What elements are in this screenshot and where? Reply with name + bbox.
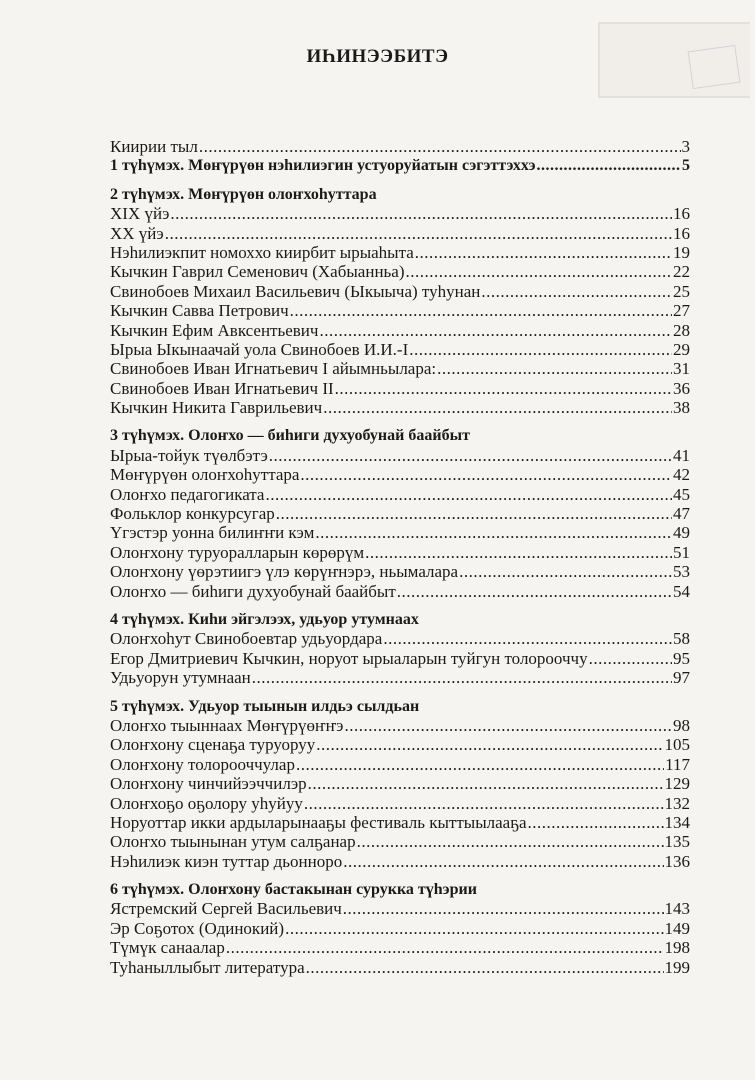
toc-entry[interactable] (110, 899, 690, 918)
toc-entry-label: Олоҥхо тыынынан утум салҕанар (110, 832, 356, 852)
toc-entry[interactable] (110, 735, 690, 754)
toc-entry[interactable] (110, 938, 690, 957)
toc-entry-label: Олоҥхону чинчийээччилэр (110, 774, 307, 794)
toc-entry-label: Олоҥхону туруоралларын көрөрүм (110, 542, 365, 562)
toc-entry[interactable] (110, 379, 690, 398)
toc-entry[interactable] (110, 262, 690, 281)
toc-entry-label: Олоҥхону үөрэтиигэ үлэ көрүҥнэрэ, ньымалара (110, 562, 459, 582)
toc-entry[interactable] (110, 543, 690, 562)
toc-entry-label: Свинобоев Михаил Васильевич (Ыкыыча) туһунан (110, 281, 481, 301)
toc-entry-page: 143 (664, 899, 690, 919)
toc-entry[interactable] (110, 716, 690, 735)
toc-entry-label: Олоҥхоҕо оҕолору уһуйуу (110, 793, 303, 813)
toc-entry-label: Фольклор конкурсугар (110, 504, 275, 524)
toc-entry[interactable] (110, 243, 690, 262)
toc-entry[interactable] (110, 301, 690, 320)
toc-entry[interactable] (110, 649, 690, 668)
toc-entry-label: Олоҥхоһут Свинобоевтар удьуордара (110, 629, 383, 649)
dot-leader (481, 282, 672, 301)
toc-entry[interactable] (110, 794, 690, 813)
toc-entry-page: 49 (673, 523, 690, 543)
toc-entry[interactable] (110, 523, 690, 542)
toc-entry-label: XIX үйэ (110, 204, 170, 224)
toc-entry-page: 132 (664, 793, 690, 813)
toc-entry-label: Свинобоев Иван Игнатьевич I айымньылара: (110, 359, 437, 379)
dot-leader (226, 938, 664, 957)
toc-entry[interactable] (110, 224, 690, 243)
dot-leader (315, 523, 672, 542)
toc-entry-label: Кычкин Савва Петрович (110, 301, 289, 321)
dot-leader (285, 919, 663, 938)
toc-entry[interactable] (110, 398, 690, 417)
toc-entry-label: Ястремский Сергей Васильевич (110, 899, 342, 919)
toc-entry-page: 53 (673, 562, 690, 582)
toc-entry-page: 25 (673, 281, 690, 301)
dot-leader (319, 321, 672, 340)
toc-entry-page: 41 (673, 445, 690, 465)
toc-entry-label: Олоҥхо педагогиката (110, 484, 265, 504)
toc-entry-label: Эр Соҕотох (Одинокий) (110, 918, 285, 938)
toc-entry[interactable] (110, 321, 690, 340)
chapter-heading: 2 түһүмэх. Мөҥүрүөн олоҥхоһуттара (110, 185, 377, 203)
dot-leader (300, 465, 672, 484)
toc-entry-label: Егор Дмитриевич Кычкин, норуот ырыаларын туйгун толорооччу (110, 648, 588, 668)
toc-entry-label: 1 түһүмэх. Мөҥүрүөн нэһилиэгин устуоруйатын сэгэттэххэ (110, 157, 536, 175)
toc-entry-label: Олоҥхо — биһиги духуобунай баайбыт (110, 581, 396, 601)
toc-entry-label: Түмүк санаалар (110, 938, 225, 958)
dot-leader (589, 649, 672, 668)
toc-entry-label: Ырыа-тойук түөлбэтэ (110, 445, 268, 465)
toc-entry-page: 149 (664, 918, 690, 938)
toc-entry-label: Киирии тыл (110, 137, 198, 156)
toc-entry-page: 54 (673, 581, 690, 601)
toc-entry-label: Олоҥхону толорооччулар (110, 754, 295, 774)
toc-entry-page: 22 (673, 262, 690, 282)
dot-leader (415, 243, 672, 262)
toc-entry-page: 28 (673, 320, 690, 340)
chapter-heading: 5 түһүмэх. Удьуор тыынын илдьэ сылдьан (110, 697, 420, 715)
page-title: ИҺИНЭЭБИТЭ (306, 46, 449, 67)
toc-entry-page: 97 (673, 668, 690, 688)
toc-entry-page: 29 (673, 339, 690, 359)
dot-leader (306, 958, 664, 977)
toc-entry-page: 36 (673, 378, 690, 398)
dot-leader (357, 832, 664, 851)
toc-entry[interactable] (110, 958, 690, 977)
dot-leader (365, 543, 672, 562)
toc-entry-page: 16 (673, 223, 690, 243)
dot-leader (252, 668, 672, 687)
dot-leader (409, 340, 672, 359)
dot-leader (265, 485, 672, 504)
toc-entry[interactable] (110, 668, 690, 687)
toc-entry-page: 31 (673, 359, 690, 379)
chapter-heading: 4 түһүмэх. Киһи эйгэлээх, удьуор утумнаах (110, 610, 419, 628)
dot-leader (335, 379, 672, 398)
dot-leader (165, 224, 672, 243)
toc-entry-label: Норуоттар икки ардыларынааҕы фестиваль кыттыылааҕа (110, 812, 527, 832)
toc-entry-label: Ырыа Ыкынаачай уола Свинобоев И.И.-I (110, 339, 409, 359)
chapter-heading: 6 түһүмэх. Олоҥхону бастакынан сурукка түһэрии (110, 881, 477, 899)
toc-entry-page: 105 (664, 735, 690, 755)
toc-entry-label: Мөҥүрүөн олоҥхоһуттара (110, 465, 300, 485)
dot-leader (276, 504, 672, 523)
toc-entry-page: 5 (682, 157, 690, 175)
toc-entry-label: Олоҥхону сценаҕа туруоруу (110, 735, 316, 755)
toc-entry-label: Кычкин Никита Гаврильевич (110, 398, 323, 418)
dot-leader (528, 813, 664, 832)
toc-entry-page: 42 (673, 465, 690, 485)
toc-entry-page: 199 (664, 957, 690, 977)
dot-leader (308, 774, 664, 793)
toc-entry[interactable] (110, 137, 690, 156)
toc-entry[interactable] (110, 919, 690, 938)
dot-leader (537, 156, 681, 175)
toc-entry-page: 136 (664, 851, 690, 871)
toc-entry[interactable] (110, 504, 690, 523)
toc-entry-label: Удьуорун утумнаан (110, 668, 251, 688)
dot-leader (170, 204, 672, 223)
toc-entry[interactable] (110, 629, 690, 648)
toc-entry-label: Олоҥхо тыыннаах Мөҥүрүөҥҥэ (110, 715, 344, 735)
toc-entry[interactable] (110, 340, 690, 359)
dot-leader (406, 262, 673, 281)
dot-leader (304, 794, 664, 813)
dot-leader (290, 301, 672, 320)
toc-entry-label: Нэһилиэк киэн туттар дьонноро (110, 851, 343, 871)
toc-entry-page: 198 (664, 938, 690, 958)
toc-entry-page: 134 (664, 812, 690, 832)
toc-entry-page: 45 (673, 484, 690, 504)
dot-leader (343, 899, 664, 918)
toc-entry-page: 16 (673, 204, 690, 224)
dot-leader (199, 137, 681, 156)
dot-leader (344, 716, 672, 735)
dot-leader (383, 629, 672, 648)
toc-entry-page: 47 (673, 504, 690, 524)
toc-entry-label: Нэһилиэкпит номоххо киирбит ырыаһыта (110, 242, 414, 262)
dot-leader (296, 755, 664, 774)
dot-leader (343, 852, 663, 871)
toc-entry[interactable] (110, 156, 690, 175)
toc-entry-page: 58 (673, 629, 690, 649)
toc-entry-page: 135 (664, 832, 690, 852)
toc-entry-page: 129 (664, 774, 690, 794)
dot-leader (269, 446, 672, 465)
table-of-contents (110, 137, 690, 977)
toc-entry-page: 19 (673, 242, 690, 262)
toc-entry[interactable] (110, 282, 690, 301)
toc-entry-page: 98 (673, 715, 690, 735)
toc-entry[interactable] (110, 562, 690, 581)
toc-entry-label: Үгэстэр уонна билиҥҥи кэм (110, 523, 315, 543)
dot-leader (437, 359, 672, 378)
toc-entry[interactable] (110, 446, 690, 465)
toc-entry[interactable] (110, 465, 690, 484)
toc-entry-label: Кычкин Гаврил Семенович (Хабыанньа) (110, 262, 405, 282)
toc-entry[interactable] (110, 852, 690, 871)
dot-leader (316, 735, 663, 754)
toc-entry-page: 27 (673, 301, 690, 321)
dot-leader (459, 562, 672, 581)
toc-entry[interactable] (110, 359, 690, 378)
toc-entry[interactable] (110, 485, 690, 504)
toc-entry-label: Кычкин Ефим Авксентьевич (110, 320, 319, 340)
toc-entry[interactable] (110, 755, 690, 774)
toc-entry-page: 38 (673, 398, 690, 418)
toc-entry-label: Туһаныллыбыт литература (110, 957, 305, 977)
toc-entry-label: Свинобоев Иван Игнатьевич II (110, 378, 334, 398)
toc-entry[interactable] (110, 774, 690, 793)
toc-entry[interactable] (110, 582, 690, 601)
dot-leader (323, 398, 672, 417)
toc-entry[interactable] (110, 832, 690, 851)
toc-entry-page: 3 (681, 137, 690, 156)
toc-entry[interactable] (110, 204, 690, 223)
toc-entry-page: 95 (673, 648, 690, 668)
toc-entry-label: XX үйэ (110, 223, 164, 243)
dot-leader (397, 582, 672, 601)
toc-entry-page: 51 (673, 542, 690, 562)
toc-entry-page: 117 (665, 754, 690, 774)
chapter-heading: 3 түһүмэх. Олоҥхо — биһиги духуобунай баайбыт (110, 427, 470, 445)
toc-entry[interactable] (110, 813, 690, 832)
